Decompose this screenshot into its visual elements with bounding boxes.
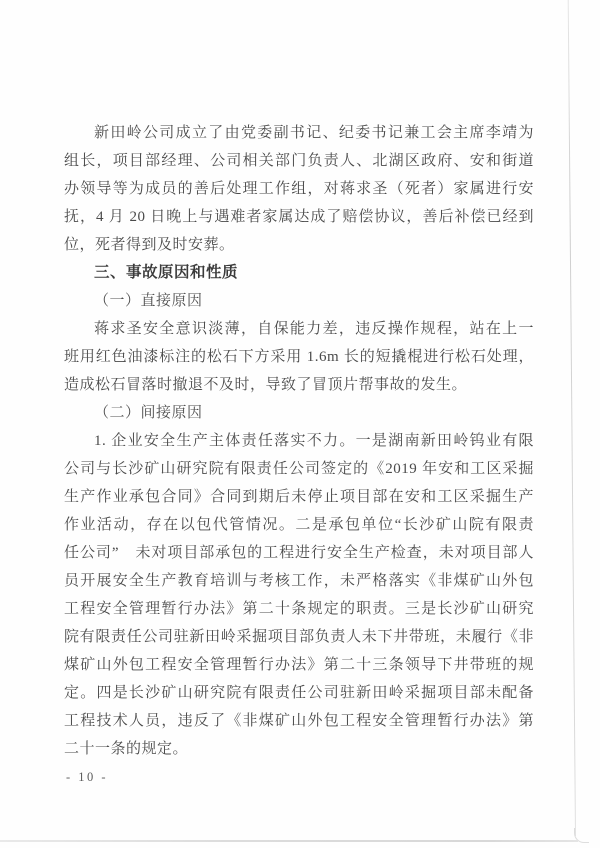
text-line: 组长，项目部经理、公司相关部门负责人、北湖区政府、安和街道 (64, 153, 534, 169)
scan-edge-bottom-line (0, 840, 578, 842)
text-line: 位，死者得到及时安葬。 (64, 237, 235, 253)
subsection-heading: （二）间接原因 (94, 405, 203, 421)
document-body (64, 119, 534, 763)
text-line: 抚，4 月 20 日晚上与遇难者家属达成了赔偿协议，善后补偿已经到 (64, 209, 534, 225)
text-line: 造成松石冒落时撤退不及时，导致了冒顶片帮事故的发生。 (64, 377, 468, 393)
page-number: - 10 - (66, 770, 109, 784)
text-line: 办领导等为成员的善后处理工作组，对蒋求圣（死者）家属进行安 (64, 181, 534, 197)
text-line: 工程安全管理暂行办法》第二十条规定的职责。三是长沙矿山研究 (64, 601, 534, 617)
scan-edge-vertical-line (568, 0, 576, 836)
text-line: 员开展安全生产教育培训与考核工作，未严格落实《非煤矿山外包 (64, 573, 534, 589)
text-line: 工程技术人员，违反了《非煤矿山外包工程安全管理暂行办法》第 (64, 713, 534, 729)
text-line: 作业活动，存在以包代管情况。二是承包单位“长沙矿山院有限责 (64, 517, 534, 533)
text-line: 新田岭公司成立了由党委副书记、纪委书记兼工会主席李靖为 (94, 125, 534, 141)
text-line: 煤矿山外包工程安全管理暂行办法》第二十三条领导下井带班的规 (64, 657, 534, 673)
text-line: 定。四是长沙矿山研究院有限责任公司驻新田岭采掘项目部未配备 (64, 685, 534, 701)
text-line: 二十一条的规定。 (64, 741, 189, 757)
section-heading: 三、事故原因和性质 (94, 264, 239, 281)
subsection-heading: （一）直接原因 (94, 293, 203, 309)
text-line: 院有限责任公司驻新田岭采掘项目部负责人未下井带班，未履行《非 (64, 629, 534, 645)
text-line: 蒋求圣安全意识淡薄，自保能力差，违反操作规程，站在上一 (94, 321, 534, 337)
text-line: 生产作业承包合同》合同到期后未停止项目部在安和工区采掘生产 (64, 489, 534, 505)
text-line: 班用红色油漆标注的松石下方采用 1.6m 长的短撬棍进行松石处理， (64, 349, 534, 365)
text-line: 任公司” 未对项目部承包的工程进行安全生产检查，未对项目部人 (64, 545, 534, 561)
text-line: 公司与长沙矿山研究院有限责任公司签定的《2019 年安和工区采掘 (64, 461, 534, 477)
text-line: 1. 企业安全生产主体责任落实不力。一是湖南新田岭钨业有限 (94, 433, 534, 449)
